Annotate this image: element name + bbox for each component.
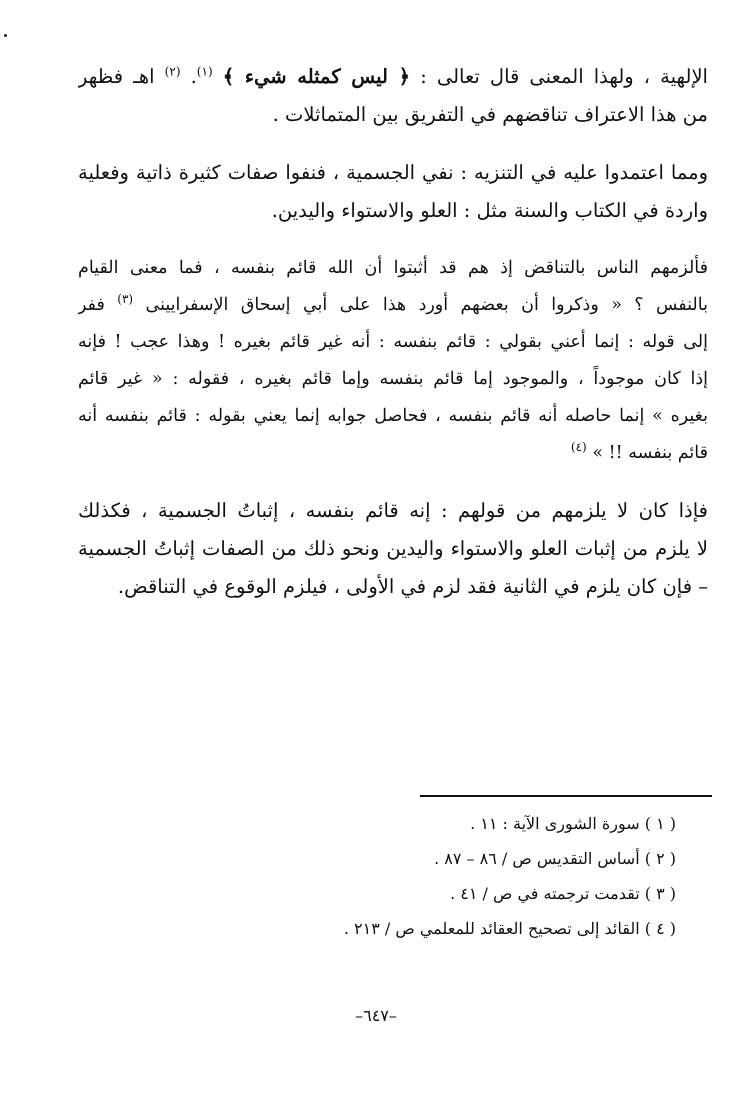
text-line: لا يلزم من إثبات العلو والاستواء واليدين ونحو ذلك من الصفات إثباتُ الجسمية: [78, 537, 708, 560]
paragraph-1: [78, 58, 708, 134]
text-line: [78, 287, 708, 324]
footnotes: [78, 806, 676, 946]
text-span: .: [190, 65, 197, 88]
text-line: [78, 435, 708, 472]
text-line: فإذا كان لا يلزمهم من قولهم : إنه قائم بنفسه ، إثباتُ الجسمية ، فكذلك: [78, 499, 708, 522]
text-line: من هذا الاعتراف تناقضهم في التفريق بين المتماثلات .: [272, 103, 708, 126]
text-span: ففر: [78, 295, 105, 315]
text-line: بغيره » إنما حاصله أنه قائم بنفسه ، فحاصل جوابه إنما يعني بقوله : قائم بنفسه أنه: [78, 406, 708, 426]
footnote-1: ( ١ ) سورة الشورى الآية : ١١ .: [470, 814, 676, 833]
footnote-2: ( ٢ ) أساس التقديس ص / ٨٦ – ٨٧ .: [434, 849, 676, 868]
text-line: إلى قوله : إنما أعني بقولي : قائم بنفسه : أنه غير قائم بغيره ! وهذا عجب ! فإنه: [78, 332, 708, 352]
footnote-3: ( ٣ ) تقدمت ترجمته في ص / ٤١ .: [450, 884, 676, 903]
footnote-separator: [420, 795, 712, 797]
margin-mark: [4, 34, 7, 37]
paragraph-4: [78, 492, 708, 606]
text-line: فألزمهم الناس بالتناقض إذ هم قد أثبتوا أن الله قائم بنفسه ، فما معنى القيام: [78, 258, 708, 278]
main-text: [78, 58, 708, 626]
paragraph-2: [78, 154, 708, 230]
text-span: بالنفس ؟ « وذكروا أن بعضهم أورد هذا على أبي إسحاق الإسفرايينى: [145, 295, 708, 315]
footnote-4: ( ٤ ) القائد إلى تصحيح العقائد للمعلمي ص / ٢١٣ .: [343, 919, 676, 938]
footnote-ref-2: (٢): [164, 64, 181, 79]
quran-verse: ﴿ ليس كمثله شيء ﴾: [222, 65, 411, 88]
text-line: ومما اعتمدوا عليه في التنزيه : نفي الجسمية ، فنفوا صفات كثيرة ذاتية وفعلية: [78, 161, 708, 184]
text-span: اهـ فظهر: [78, 65, 155, 88]
text-line: واردة في الكتاب والسنة مثل : العلو والاستواء واليدين.: [271, 199, 708, 222]
footnote-ref-4: (٤): [570, 440, 587, 455]
text-span: الإلهية ، ولهذا المعنى قال تعالى :: [420, 65, 708, 88]
footnote-ref-1: (١): [196, 64, 213, 79]
page-number: –٦٤٧–: [355, 1006, 397, 1025]
text-line: [78, 58, 708, 96]
paragraph-3: [78, 250, 708, 472]
footnote-ref-3: (٣): [117, 292, 134, 307]
text-line: – فإن كان يلزم في الثانية فقد لزم في الأولى ، فيلزم الوقوع في التناقض.: [117, 575, 708, 598]
text-span: قائم بنفسه !! »: [592, 443, 708, 463]
text-line: إذا كان موجوداً ، والموجود إما قائم بنفسه وإما قائم بغيره ، فقوله : « غير قائم: [78, 369, 708, 389]
